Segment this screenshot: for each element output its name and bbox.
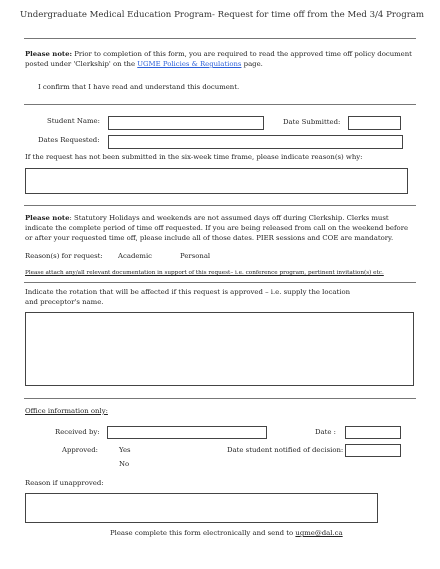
notified-date-field[interactable] — [345, 444, 401, 457]
policy-note-end: page. — [241, 60, 263, 68]
six-week-prompt: If the request has not been submitted in the six-week time frame, please indicate reason(s) why: — [25, 153, 363, 161]
approved-no-option[interactable]: No — [119, 460, 130, 468]
footer-email-link[interactable]: ugme@dal.ca — [295, 529, 343, 537]
date-submitted-field[interactable] — [348, 116, 401, 130]
policy-note-label: Please note: — [25, 50, 73, 58]
received-by-label: Received by: — [55, 428, 100, 436]
holiday-note — [25, 213, 417, 243]
divider — [24, 205, 416, 206]
footer-instructions — [110, 528, 343, 538]
policy-note-text: Prior to completion of this form, you are required to read the approved time off policy document posted under 'Clerkship' on the — [25, 50, 412, 68]
approved-label: Approved: — [62, 446, 98, 454]
reason-unapproved-field[interactable] — [25, 493, 378, 523]
dates-requested-label: Dates Requested: — [38, 136, 100, 144]
ugme-policies-link[interactable]: UGME Policies & Regulations — [137, 60, 242, 68]
divider — [24, 282, 416, 283]
late-reason-field[interactable] — [25, 168, 408, 194]
divider — [24, 398, 416, 399]
office-date-label: Date : — [315, 428, 336, 436]
date-submitted-label: Date Submitted: — [283, 118, 341, 126]
student-name-label: Student Name: — [47, 117, 100, 125]
holiday-note-text: : Statutory Holidays and weekends are not assumed days off during Clerkship. Clerks must indicate the complete period of time off requested. If you are being released from call on the weekend before or after your requested time off, please include all of those dates. PIER sessions and COE are mandatory. — [25, 214, 409, 242]
notified-date-label: Date student notified of decision: — [227, 446, 344, 454]
academic-option[interactable]: Academic — [118, 252, 153, 260]
holiday-note-label: Please note — [25, 214, 70, 222]
policy-note — [25, 49, 417, 69]
footer-text: Please complete this form electronically and send to — [110, 529, 296, 537]
reason-unapproved-label: Reason if unapproved: — [25, 479, 104, 487]
office-date-field[interactable] — [345, 426, 401, 439]
student-name-field[interactable] — [108, 116, 264, 130]
page-title: Undergraduate Medical Education Program- Request for time off from the Med 3/4 Program — [20, 10, 425, 20]
divider — [24, 38, 416, 39]
received-by-field[interactable] — [107, 426, 267, 439]
divider — [24, 104, 416, 105]
confirm-statement: I confirm that I have read and understand this document. — [38, 83, 240, 91]
office-info-heading: Office information only: — [25, 407, 108, 415]
reason-label: Reason(s) for request: — [25, 252, 103, 260]
dates-requested-field[interactable] — [108, 135, 403, 149]
attach-documentation-note: Please attach any/all relevant documentation in support of this request– i.e. conference program, pertinent invitation(s) etc. — [25, 270, 384, 276]
approved-yes-option[interactable]: Yes — [119, 446, 131, 454]
personal-option[interactable]: Personal — [180, 252, 211, 260]
rotation-field[interactable] — [25, 312, 414, 386]
rotation-prompt: Indicate the rotation that will be affected if this request is approved – i.e. supply the location and preceptor's name. — [25, 288, 351, 306]
